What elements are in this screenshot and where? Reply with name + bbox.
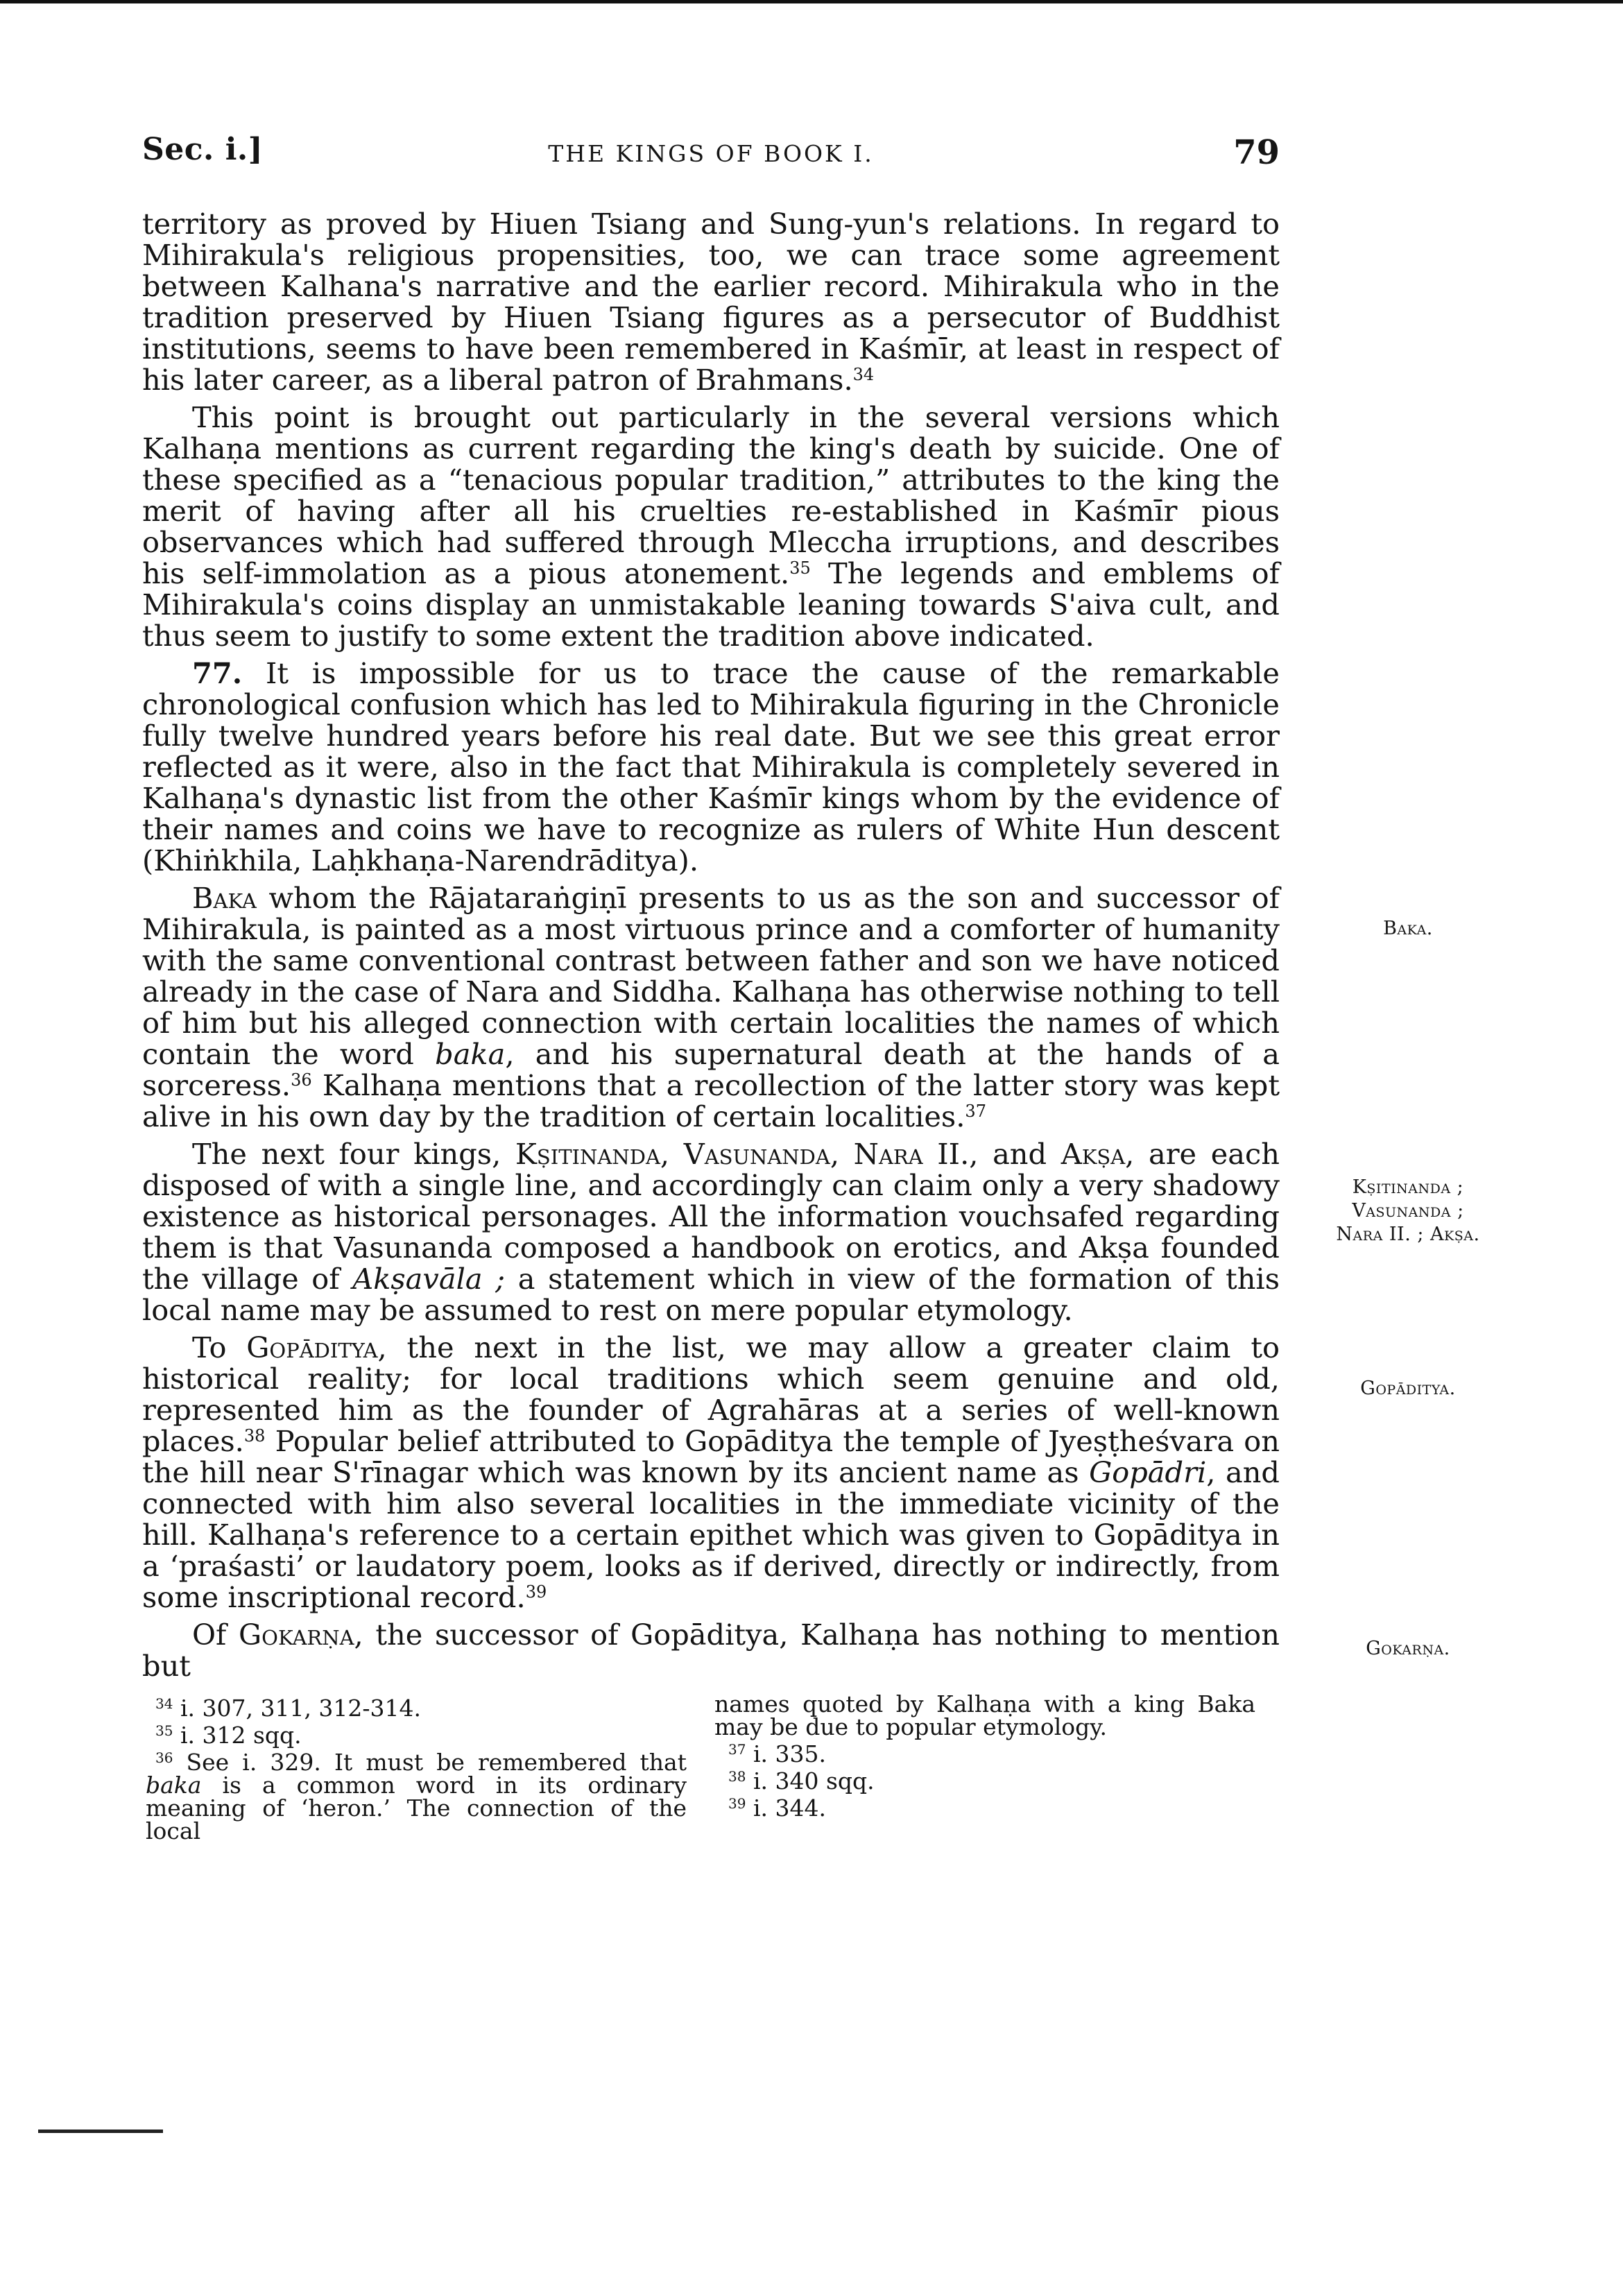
footnote-ref-34[interactable]: 34 <box>852 365 875 384</box>
paragraph-3: 77. It is impossible for us to trace the cause of the remarkable chronological confusion which has led to Mihirakula figuring in the Chronicle fully twelve hundred years before his real date. But we see this great error reflected as it were, also in the fact that Mihirakula is completely severed in Kalhaṇa's dynastic list from the other Kaśmīr kings whom by the evidence of their names and coins we have to recognize as rulers of White Hun descent (Khiṅkhila, Laḥkhaṇa-Narendrāditya). <box>142 656 1280 877</box>
italic-hill-name: Gopādri <box>1089 1455 1207 1489</box>
footnote-column-left <box>146 1693 687 1842</box>
paragraph-5: The next four kings, Kṣitinanda, Vasunanda, Nara II., and Akṣa, are each disposed of with a single line, and accordingly can claim only a very shadowy existence as historical personages. All the information vouchsafed regarding them is that Vasunanda composed a handbook on erotics, and Akṣa founded the village of Akṣavāla ; a statement which in view of the formation of this local name may be assumed to rest on mere popular etymology. <box>142 1137 1280 1327</box>
footnote-35: $^{35}$ i. 312 sqq. <box>155 1722 302 1749</box>
section-marker: Sec. i.] <box>142 132 264 167</box>
paragraph-2: This point is brought out particularly in the several versions which Kalhaṇa mentions as current regarding the king's death by suicide. One of these specified as a “tenacious popular tradition,” attributes to the king the merit of having after all his cruelties re-established in Kaśmīr pious observances which had suffered through Mleccha irruptions, and describes his self-immolation as a pious atonement.$^{35}$ The legends and emblems of Mihirakula's coins display an unmistakable leaning towards S'aiva cult, and thus seem to justify to some extent the tradition above indicated. <box>142 400 1280 653</box>
main-text <box>142 208 1280 1681</box>
paragraph-7: Of Gokarṇa, the successor of Gopāditya, Kalhaṇa has nothing to mention but <box>142 1618 1280 1683</box>
king-name-gokarna: Gokarṇa <box>239 1618 354 1652</box>
footnote-ref-37[interactable]: 37 <box>965 1102 986 1121</box>
king-name: Nara II. <box>853 1137 970 1171</box>
king-name: Kṣitinanda <box>515 1137 660 1171</box>
margin-note-kings: Kṣitinanda ; Vasunanda ; Nara II. ; Akṣa. <box>1336 1176 1480 1245</box>
footnote-ref-38[interactable]: 38 <box>243 1426 266 1446</box>
top-border-rule <box>0 0 1623 3</box>
king-name-gopaditya: Gopāditya <box>246 1330 378 1364</box>
footnote-ref-35[interactable]: 35 <box>789 558 811 578</box>
footnote-34: $^{34}$ i. 307, 311, 312-314. <box>155 1695 422 1722</box>
margin-note-baka: Baka. <box>1383 918 1433 939</box>
italic-word: baka <box>435 1037 506 1071</box>
footnote-36: $^{36}$ See i. 329. It must be remembered that baka is a common word in its ordinary meaning of ‘heron.’ The connection of the local <box>146 1749 687 1844</box>
footnote-column-right <box>714 1690 1255 1822</box>
running-title: THE KINGS OF BOOK I. <box>548 140 874 167</box>
paragraph-4: Baka whom the Rājataraṅgiṇī presents to us as the son and successor of Mihirakula, is painted as a most virtuous prince and a comforter of humanity with the same conventional contrast between father and son we have noticed already in the case of Nara and Siddha. Kalhaṇa has otherwise nothing to tell of him but his alleged connection with certain localities the names of which contain the word baka, and his supernatural death at the hands of a sorceress.$^{36}$ Kalhaṇa mentions that a recollection of the latter story was kept alive in his own day by the tradition of certain localities.$^{37}$ <box>142 881 1280 1133</box>
king-name: Vasunanda <box>683 1137 830 1171</box>
paragraph-1: territory as proved by Hiuen Tsiang and Sung-yun's relations. In regard to Mihirakula's religious propensities, too, we can trace some agreement between Kalhana's narrative and the earlier record. Mihirakula who in the tradition preserved by Hiuen Tsiang figures as a persecutor of Buddhist institutions, seems to have been remembered in Kaśmīr, at least in respect of his later career, as a liberal patron of Brahmans.$^{34}$ <box>142 207 1280 397</box>
stray-ink-mark <box>38 2130 163 2133</box>
section-number: 77. <box>192 656 243 690</box>
page-number: 79 <box>1233 133 1280 172</box>
footnote-39: $^{39}$ i. 344. <box>728 1794 826 1822</box>
footnote-38: $^{38}$ i. 340 sqq. <box>728 1767 875 1794</box>
margin-note-gokarna: Gokarṇa. <box>1366 1638 1450 1659</box>
footnote-ref-36[interactable]: 36 <box>291 1070 312 1090</box>
king-name: Akṣa <box>1060 1137 1126 1171</box>
footnote-ref-39[interactable]: 39 <box>525 1582 547 1602</box>
paragraph-6: To Gopāditya, the next in the list, we may allow a greater claim to historical reality; for local traditions which seem genuine and old, represented him as the founder of Agrahāras at a series of well-known places.$^{38}$ Popular belief attributed to Gopāditya the temple of Jyeṣṭheśvara on the hill near S'rīnagar which was known by its ancient name as Gopādri, and connected with him also several localities in the immediate vicinity of the hill. Kalhaṇa's reference to a certain epithet which was given to Gopāditya in a ‘praśasti’ or laudatory poem, looks as if derived, directly or indirectly, from some inscriptional record.$^{39}$ <box>142 1330 1280 1614</box>
footnote-37: $^{37}$ i. 335. <box>728 1740 826 1767</box>
margin-note-gopaditya: Gopāditya. <box>1360 1378 1456 1399</box>
king-name-baka: Baka <box>192 881 257 915</box>
italic-village-name: Akṣavāla ; <box>352 1262 506 1296</box>
page-header <box>142 132 1280 187</box>
footnote-36-continued: names quoted by Kalhaṇa with a king Baka may be due to popular etymology. <box>714 1690 1255 1740</box>
